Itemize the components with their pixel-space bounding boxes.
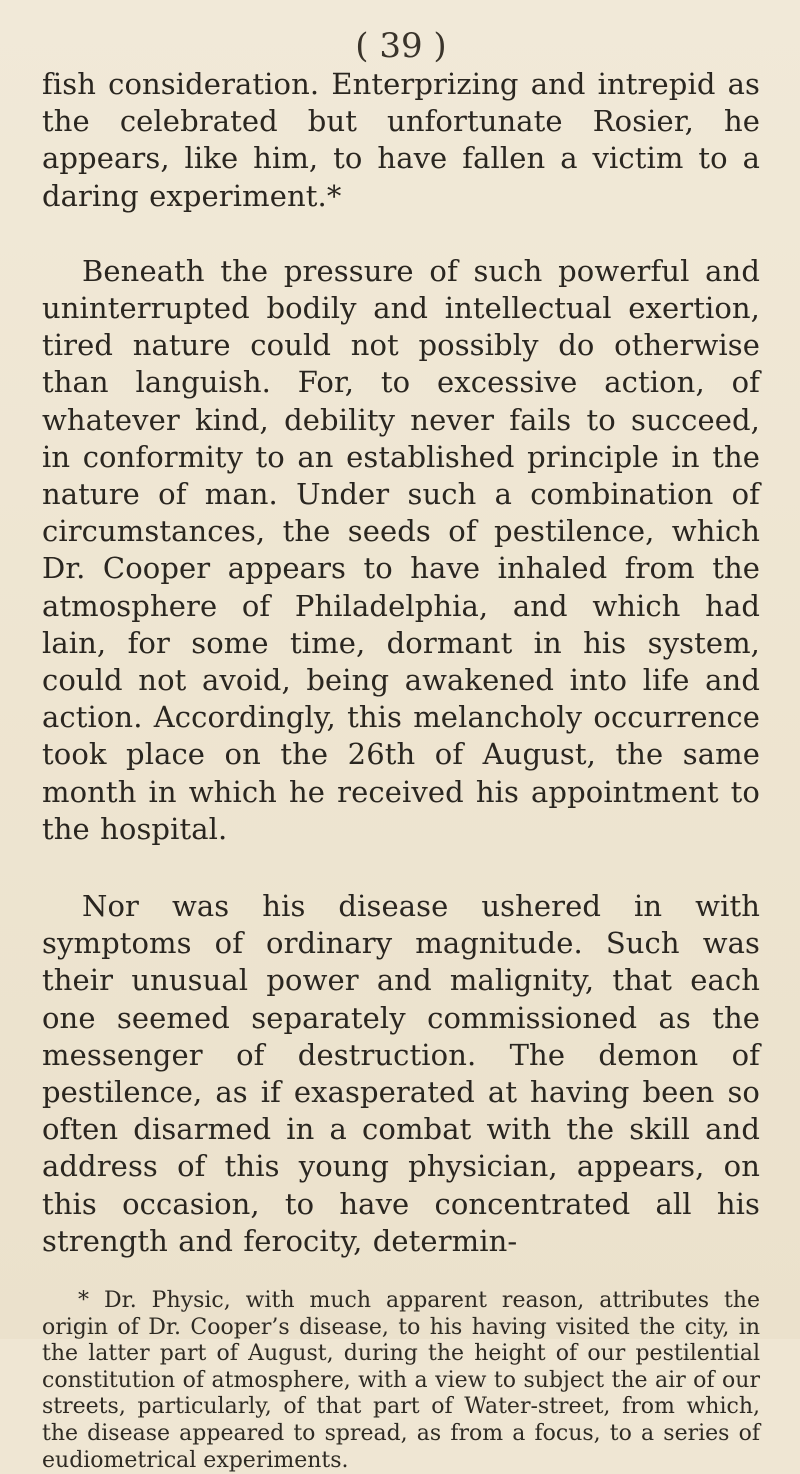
paragraph-2: Beneath the pressure of such powerful and uninterrupted bodily and intellectual exertion, tired nature could not possibly do otherwise than languish. For, to excessive action, of whatever kind, debility never fails to succeed, in conformity to an established principle in the nature of man. Under such a combination of circumstances, the seeds of pestilence, which Dr. Cooper appears to have inhaled from the atmosphere of Philadelphia, and which had lain, for some time, dormant in his system, could not avoid, being awakened into life and action. Accordingly, this melancholy occurrence took place on the 26th of August, the same month in which he received his appointment to the hospital. bbox=[42, 253, 760, 846]
paragraph-1: fish consideration. Enterprizing and intrepid as the celebrated but unfortunate Rosier, he appears, like him, to have fallen a victim to a daring experiment.* bbox=[42, 67, 760, 213]
footnote: * Dr. Physic, with much apparent reason, attributes the origin of Dr. Cooper’s disease, to his having visited the city, in the latter part of August, during the height of our pestilential constitution of atmosphere, with a view to subject the air of our streets, particularly, of that part of Water-street, from which, the disease appeared to spread, as from a focus, to a series of eudiometrical experiments. bbox=[42, 1288, 760, 1473]
page-number: ( 39 ) bbox=[355, 26, 447, 66]
paragraph-3: Nor was his disease ushered in with symptoms of ordinary magnitude. Such was their unusual power and malignity, that each one seemed separately commissioned as the messenger of destruction. The demon of pestilence, as if exasperated at having been so often disarmed in a combat with the skill and address of this young physician, appears, on this occasion, to have concentrated all his strength and ferocity, determin- bbox=[42, 889, 760, 1258]
